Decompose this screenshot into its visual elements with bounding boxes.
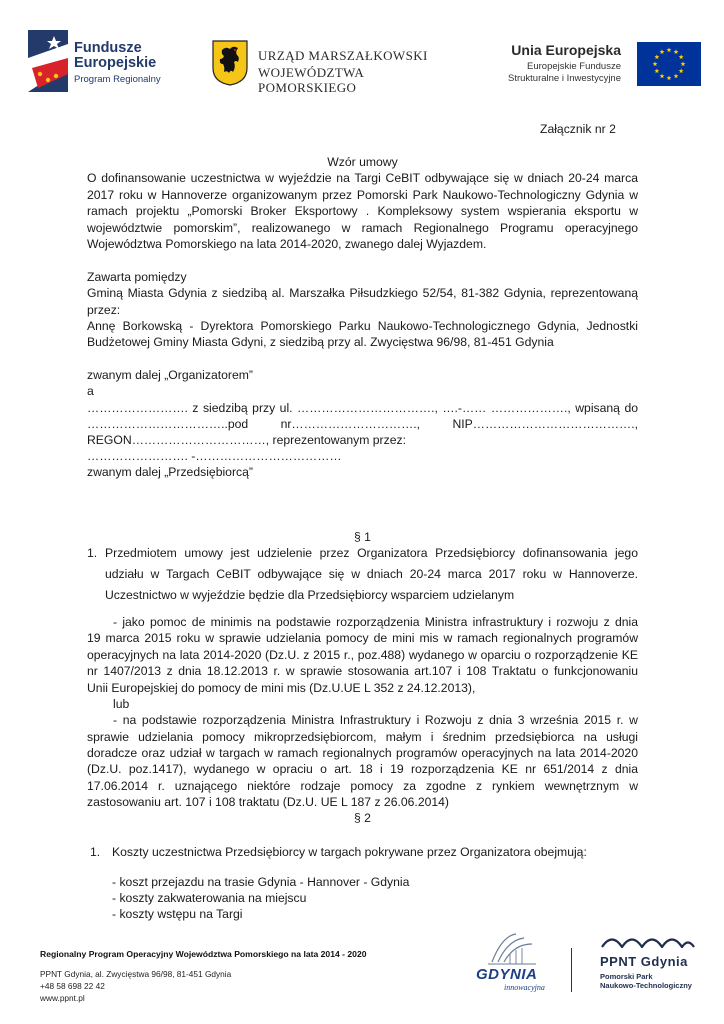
section-1-item-number: 1. xyxy=(87,546,98,560)
aid-line: nr 1407/2013 z dnia 18.12.2013 r. w sprawie stosowania art.107 i 108 Traktatu o funkcjonowaniu xyxy=(87,664,638,678)
aid-line: - na podstawie rozporządzenia Ministra Infrastruktury i Rozwoju z dnia 3 września 2015 r. w xyxy=(113,713,638,727)
intro-line: Województwa Pomorskiego na lata 2014-2020, zwanego dalej Wyjazdem. xyxy=(87,237,487,251)
section-2-item-number: 1. xyxy=(90,845,101,859)
annex-label: Załącznik nr 2 xyxy=(540,122,616,136)
fundusze-europejskie-logo xyxy=(28,30,188,94)
entrepreneur-named: zwanym dalej „Przedsiębiorcą” xyxy=(87,465,253,479)
parties-line: Budżetowej Gminy Miasta Gdyni, z siedzibą przy al. Zwycięstwa 96/98, 81-451 Gdynia xyxy=(87,335,554,349)
gdynia-tagline: innowacyjna xyxy=(504,983,545,992)
footer-address: PPNT Gdynia, al. Zwycięstwa 96/98, 81-451 Gdynia xyxy=(40,969,232,979)
section-2-item-text: Koszty uczestnictwa Przedsiębiorcy w targach pokrywane przez Organizatora obejmują: xyxy=(112,845,587,859)
ue-logo-sub1: Europejskie Fundusze xyxy=(527,61,621,72)
aid-line: sprawie udzielania pomocy mikroprzedsiębiorcom, małym i średnim przedsiębiorca na usługi xyxy=(87,730,638,744)
document-title: Wzór umowy xyxy=(327,155,398,169)
intro-line: ramach projektu „Pomorski Broker Eksportowy . Kompleksowy system wspierania eksportu w xyxy=(87,204,638,218)
ppnt-sub1: Pomorski Park xyxy=(600,972,653,981)
section-1-item-line: udziału w Targach CeBIT odbywające się w dniach 20-24 marca 2017 roku w Hannoverze. xyxy=(105,567,638,581)
ue-logo-title: Unia Europejska xyxy=(511,42,621,58)
footer-divider xyxy=(571,948,572,992)
footer xyxy=(0,930,724,1024)
cost-item: - koszty zakwaterowania na miejscu xyxy=(112,891,307,905)
ppnt-arches-icon xyxy=(600,932,696,948)
parties-line: Gminą Miasta Gdynia z siedzibą al. Marszałka Piłsudzkiego 52/54, 81-382 Gdynia, reprezentowaną xyxy=(87,286,638,300)
fe-logo-line1: Fundusze xyxy=(74,40,142,56)
parties-line: Zawarta pomiędzy xyxy=(87,270,187,284)
header-logos xyxy=(0,0,724,110)
aid-line: zastosowaniu art. 107 i 108 traktatu (Dz.U. UE L 187 z 26.06.2014) xyxy=(87,795,449,809)
gdynia-logo xyxy=(472,932,552,994)
intro-line: 2017 roku w Hannoverze organizowanym przez Pomorski Park Naukowo-Technologiczny Gdynia w xyxy=(87,188,638,202)
unia-europejska-logo xyxy=(496,40,701,90)
fill-in-line: ……………………………..pod nr…………………………., NIP…………………………………., xyxy=(87,417,638,431)
section-2-heading: § 2 xyxy=(354,811,371,825)
fill-in-line: REGON……………………………, reprezentowanym przez: xyxy=(87,433,406,447)
ppnt-name: PPNT Gdynia xyxy=(600,954,688,969)
aid-line: 19 marca 2015 roku w sprawie udzielania pomocy de mini mis w ramach regionalnych programów xyxy=(87,631,638,645)
fe-logo-line3: Program Regionalny xyxy=(74,74,161,85)
section-1-item-line: Uczestnictwo w wyjeździe będzie dla Przedsiębiorcy wsparciem udzielanym xyxy=(105,588,515,602)
aid-line: Unii Europejskiej do pomocy de mini mis (Dz.U.UE L 352 z 24.12.2013), xyxy=(87,681,476,695)
um-logo-line1: URZĄD MARSZAŁKOWSKI xyxy=(258,48,428,63)
fill-in-line: ……………………. -……………………………… xyxy=(87,449,342,463)
intro-line: województwie pomorskim”, realizowanego w ramach Regionalnego Programu operacyjnego xyxy=(87,221,638,235)
ship-sails-icon xyxy=(486,932,538,966)
eu-flag-icon xyxy=(637,42,701,86)
parties-line: przez: xyxy=(87,303,121,317)
section-1-item-line: Przedmiotem umowy jest udzielenie przez Organizatora Przedsiębiorcy dofinansowania jego xyxy=(105,546,638,560)
aid-line: 17.06.2014 r. uznającego niektóre rodzaje pomocy za zgodne z rynkiem wewnętrznym w xyxy=(87,779,638,793)
cost-item: - koszty wstępu na Targi xyxy=(112,907,243,921)
fe-logo-line2: Europejskie xyxy=(74,55,157,71)
griffin-crest-icon xyxy=(212,40,248,86)
urzad-marszalkowski-logo xyxy=(212,40,462,95)
aid-line: (Dz.U. poz.1417), wydanego w opraciu o art. 18 i 19 rozporządzenia KE nr 651/2014 z dnia xyxy=(87,762,638,776)
fill-in-line: ……………………. z siedzibą przy ul. ……………………………., ….-…… ………………., wpisaną do xyxy=(87,401,638,415)
aid-line: doradcze oraz udział w targach w ramach regionalnych programów operacyjnych na lata 2014-2020 xyxy=(87,746,638,760)
ue-logo-sub2: Strukturalne i Inwestycyjne xyxy=(508,73,621,84)
parties-line: Annę Borkowską - Dyrektora Pomorskiego Parku Naukowo-Technologicznego Gdynia, Jednostki xyxy=(87,319,638,333)
fe-flag-icon xyxy=(28,30,68,92)
footer-program-name: Regionalny Program Operacyjny Województwa Pomorskiego na lata 2014 - 2020 xyxy=(40,949,367,959)
ppnt-sub2: Naukowo-Technologiczny xyxy=(600,981,692,990)
um-logo-line2: WOJEWÓDZTWA POMORSKIEGO xyxy=(258,65,364,95)
footer-website: www.ppnt.pl xyxy=(40,993,85,1003)
ppnt-logo xyxy=(598,930,708,996)
aid-line: operacyjnych na lata 2014-2020 (Dz.U. z 2015 r., poz.488) wydanego w oparciu o rozporządzenie KE xyxy=(87,648,638,662)
section-1-heading: § 1 xyxy=(354,530,371,544)
gdynia-wordmark: GDYNIA xyxy=(476,966,538,983)
aid-line: - jako pomoc de minimis na podstawie rozporządzenia Ministra infrastruktury i rozwoju z dnia xyxy=(113,615,638,629)
intro-line: O dofinansowanie uczestnictwa w wyjeździe na Targi CeBIT odbywające się w dniach 20-24 marca xyxy=(87,171,638,185)
cost-item: - koszt przejazdu na trasie Gdynia - Hannover - Gdynia xyxy=(112,875,410,889)
or-label: lub xyxy=(113,697,130,711)
and-label: a xyxy=(87,384,94,398)
footer-phone: +48 58 698 22 42 xyxy=(40,981,105,991)
organizer-named: zwanym dalej „Organizatorem” xyxy=(87,368,253,382)
